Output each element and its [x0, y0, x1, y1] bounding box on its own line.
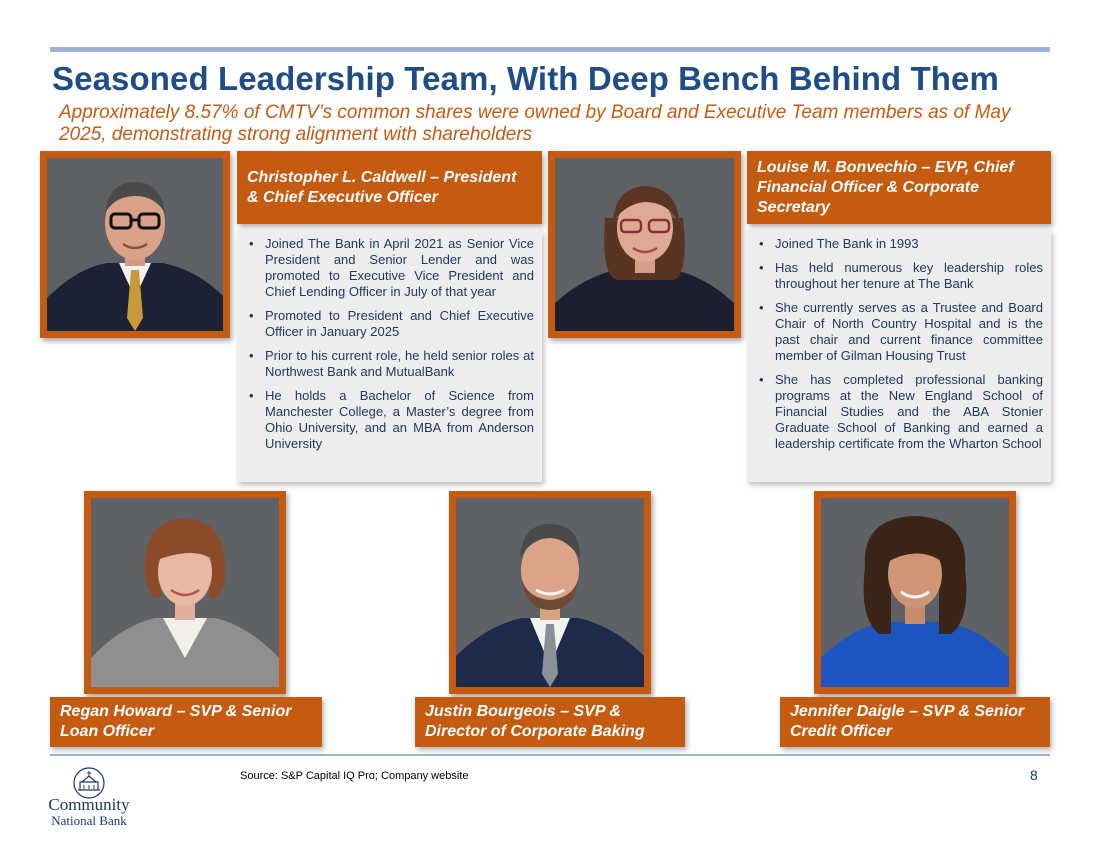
bio-bullet: • Prior to his current role, he held senior roles at Northwest Bank and MutualBank — [265, 348, 534, 380]
howard-photo — [84, 491, 286, 694]
bio-bullet: • He holds a Bachelor of Science from Manchester College, a Master’s degree from Ohio University, and an MBA from Anderson University — [265, 388, 534, 452]
top-rule — [50, 47, 1050, 52]
logo-wordmark: Community — [48, 795, 130, 814]
daigle-photo — [814, 491, 1016, 694]
caldwell-photo — [40, 151, 230, 338]
bonvechio-name-banner: Louise M. Bonvechio – EVP, Chief Financial Officer & Corporate Secretary — [747, 151, 1051, 224]
bio-bullet: • Promoted to President and Chief Executive Officer in January 2025 — [265, 308, 534, 340]
slide-subtitle: Approximately 8.57% of CMTV’s common shares were owned by Board and Executive Team members as of May 2025, demonstrating strong alignment with shareholders — [59, 102, 1011, 145]
source-note: Source: S&P Capital IQ Pro; Company website — [240, 770, 469, 782]
logo-wordmark-sub: National Bank — [51, 813, 127, 828]
bio-bullet: • Has held numerous key leadership roles throughout her tenure at The Bank — [775, 260, 1043, 292]
caldwell-bio — [237, 230, 542, 482]
bio-bullet: • She currently serves as a Trustee and Board Chair of North Country Hospital and is the past chair and current finance committee member of Gilman Housing Trust — [775, 300, 1043, 364]
bourgeois-name-banner: Justin Bourgeois – SVP & Director of Corporate Baking — [415, 697, 685, 747]
bio-bullet: • Joined The Bank in 1993 — [775, 236, 1043, 252]
bourgeois-photo — [449, 491, 651, 694]
slide-title: Seasoned Leadership Team, With Deep Bench Behind Them — [52, 60, 999, 97]
bio-bullet: • Joined The Bank in April 2021 as Senior Vice President and Senior Lender and was promoted to Executive Vice President and Chief Lending Officer in July of that year — [265, 236, 534, 300]
bottom-rule — [50, 754, 1050, 756]
bio-bullet: • She has completed professional banking programs at the New England School of Financial Studies and the ABA Stonier Graduate School of Banking and earned a leadership certificate from the Wharton School — [775, 372, 1043, 452]
community-national-bank-logo — [44, 766, 134, 832]
caldwell-name-banner: Christopher L. Caldwell – President & Chief Executive Officer — [237, 151, 542, 224]
bonvechio-bio — [747, 230, 1051, 482]
daigle-name-banner: Jennifer Daigle – SVP & Senior Credit Officer — [780, 697, 1050, 747]
howard-name-banner: Regan Howard – SVP & Senior Loan Officer — [50, 697, 322, 747]
page-number: 8 — [1030, 767, 1038, 783]
bonvechio-photo — [548, 151, 741, 338]
